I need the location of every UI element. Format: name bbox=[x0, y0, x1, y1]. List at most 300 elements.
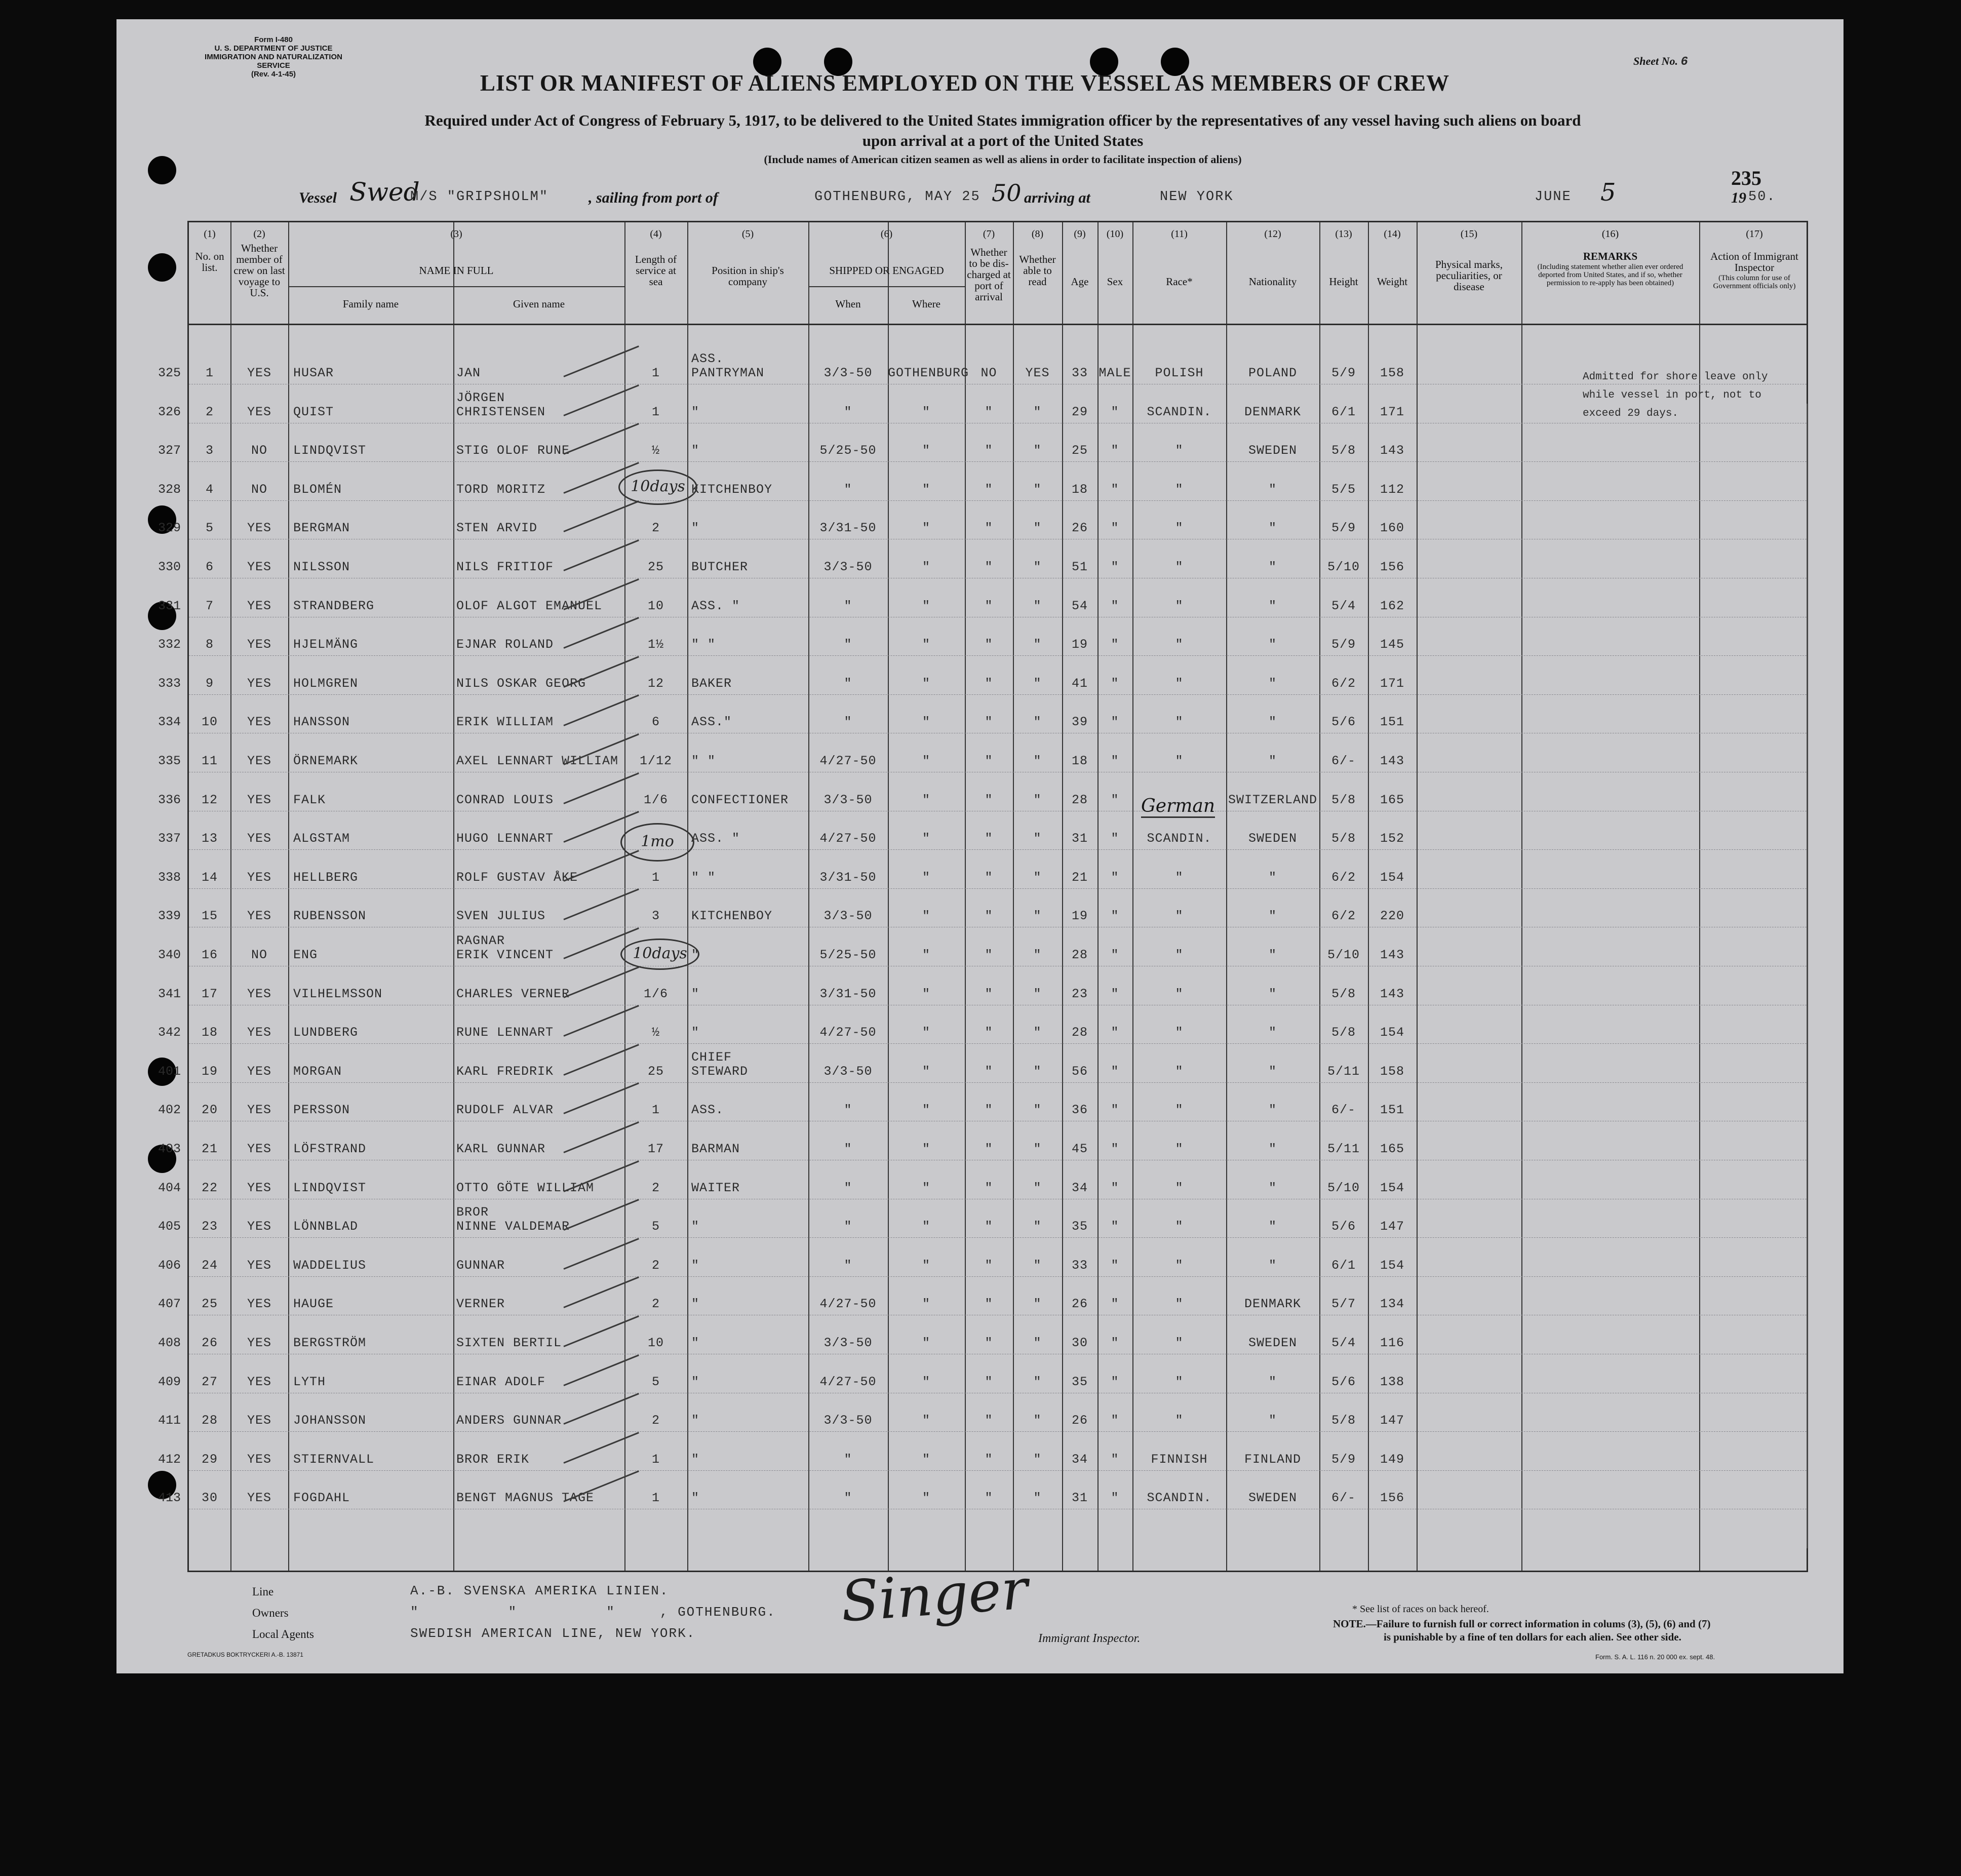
cell-weight: 149 bbox=[1380, 1452, 1404, 1467]
cell-nationality: " bbox=[1268, 1142, 1277, 1156]
cell-height: 5/8 bbox=[1331, 443, 1356, 458]
cell-no: 23 bbox=[201, 1219, 218, 1234]
cell-weight: 151 bbox=[1380, 715, 1404, 730]
col-header-discharged: Whether to be dis-charged at port of arrival bbox=[967, 246, 1011, 303]
cell-no: 22 bbox=[201, 1180, 218, 1195]
cell-when: " bbox=[844, 1180, 852, 1195]
cell-height: 5/10 bbox=[1327, 1180, 1360, 1195]
cell-weight: 143 bbox=[1380, 986, 1404, 1001]
cell-height: 5/9 bbox=[1331, 637, 1356, 652]
cell-given-name: ROLF GUSTAV ÅKE bbox=[456, 870, 578, 885]
cell-where: " bbox=[922, 521, 930, 536]
cell-weight: 162 bbox=[1380, 598, 1404, 613]
cell-nationality: " bbox=[1268, 1103, 1277, 1118]
cell-sex: " bbox=[1111, 637, 1119, 652]
cell-member: YES bbox=[247, 404, 271, 419]
cell-length: 2 bbox=[651, 521, 660, 536]
cell-nationality: " bbox=[1268, 1064, 1277, 1079]
cell-nationality: " bbox=[1268, 521, 1277, 536]
cell-race: " bbox=[1175, 482, 1184, 497]
cell-read: " bbox=[1033, 560, 1042, 574]
cell-sex: " bbox=[1111, 1336, 1119, 1350]
colnum-11: (11) bbox=[1171, 228, 1188, 240]
cell-member: YES bbox=[247, 1103, 271, 1118]
cell-given-name: STIG OLOF RUNE bbox=[456, 443, 570, 458]
cell-discharged: " bbox=[985, 521, 993, 536]
cell-family-name: HANSSON bbox=[293, 715, 350, 730]
cell-no: 2 bbox=[205, 404, 214, 419]
cell-where: " bbox=[922, 404, 930, 419]
cell-discharged: " bbox=[985, 1297, 993, 1312]
cell-no: 20 bbox=[201, 1103, 218, 1118]
cell-nationality: SWEDEN bbox=[1248, 1336, 1297, 1350]
cell-height: 5/10 bbox=[1327, 948, 1360, 962]
table-row bbox=[158, 617, 1807, 656]
cell-family-name: BLOMÉN bbox=[293, 482, 342, 497]
cell-where: " bbox=[922, 1025, 930, 1040]
cell-sex: " bbox=[1111, 676, 1119, 691]
cell-given-name: BROR ERIK bbox=[456, 1452, 530, 1467]
cell-family-name: LÖNNBLAD bbox=[293, 1219, 359, 1234]
cell-length: 1 bbox=[651, 1491, 660, 1506]
cell-read: " bbox=[1033, 1219, 1042, 1234]
cell-when: " bbox=[844, 1452, 852, 1467]
col-header-length: Length of service at sea bbox=[635, 253, 677, 288]
page-title: LIST OR MANIFEST OF ALIENS EMPLOYED ON THE VESSEL AS MEMBERS OF CREW bbox=[480, 70, 1450, 96]
cell-height: 5/6 bbox=[1331, 1219, 1356, 1234]
cell-nationality: " bbox=[1268, 1180, 1277, 1195]
cell-weight: 134 bbox=[1380, 1297, 1404, 1312]
table-row bbox=[158, 579, 1807, 617]
arriving-label: arriving at bbox=[1024, 189, 1090, 206]
cell-no: 29 bbox=[201, 1452, 218, 1467]
cell-when: " bbox=[844, 637, 852, 652]
cell-given-name: RUDOLF ALVAR bbox=[456, 1103, 554, 1118]
colnum-10: (10) bbox=[1106, 228, 1124, 240]
cell-sex: " bbox=[1111, 986, 1119, 1001]
cell-height: 5/9 bbox=[1331, 366, 1356, 380]
cell-member: YES bbox=[247, 909, 271, 924]
table-row bbox=[158, 540, 1807, 578]
cell-race: " bbox=[1175, 637, 1184, 652]
cell-position: " " bbox=[691, 754, 716, 768]
cell-read: " bbox=[1033, 482, 1042, 497]
cell-when: 4/27-50 bbox=[819, 1374, 877, 1389]
colnum-15: (15) bbox=[1460, 228, 1478, 240]
cell-nationality: " bbox=[1268, 1374, 1277, 1389]
cell-given-name: NILS OSKAR GEORG bbox=[456, 676, 586, 691]
cell-when: 3/3-50 bbox=[823, 792, 873, 807]
cell-no: 27 bbox=[201, 1374, 218, 1389]
crew-table bbox=[158, 221, 1808, 1572]
cell-when: 3/3-50 bbox=[823, 1413, 873, 1428]
cell-no: 26 bbox=[201, 1336, 218, 1350]
cell-given-name-line1: RAGNAR bbox=[456, 933, 505, 948]
cell-height: 5/8 bbox=[1331, 792, 1356, 807]
cell-length: 1/12 bbox=[639, 754, 672, 768]
cell-no: 18 bbox=[201, 1025, 218, 1040]
manifest-number: 333 bbox=[158, 676, 181, 691]
cell-race: " bbox=[1175, 1297, 1184, 1312]
cell-sex: " bbox=[1111, 1219, 1119, 1234]
cell-race: " bbox=[1175, 754, 1184, 768]
cell-age: 56 bbox=[1071, 1064, 1088, 1079]
cell-race: " bbox=[1175, 1142, 1184, 1156]
cell-member: YES bbox=[247, 1491, 271, 1506]
cell-given-name: CHRISTENSEN bbox=[456, 404, 546, 419]
cell-read: " bbox=[1033, 715, 1042, 730]
cell-length: 2 bbox=[651, 1297, 660, 1312]
cell-no: 15 bbox=[201, 909, 218, 924]
cell-race: POLISH bbox=[1155, 366, 1204, 380]
cell-when: 4/27-50 bbox=[819, 754, 877, 768]
cell-read: " bbox=[1033, 1103, 1042, 1118]
vessel-label: Vessel bbox=[299, 189, 337, 206]
department: U. S. DEPARTMENT OF JUSTICE bbox=[214, 44, 333, 53]
cell-family-name: PERSSON bbox=[293, 1103, 350, 1118]
cell-age: 34 bbox=[1071, 1180, 1088, 1195]
cell-height: 5/10 bbox=[1327, 560, 1360, 574]
cell-family-name: WADDELIUS bbox=[293, 1258, 367, 1273]
cell-position: " bbox=[691, 948, 700, 962]
table-row bbox=[158, 423, 1807, 462]
cell-sex: " bbox=[1111, 792, 1119, 807]
cell-race: " bbox=[1175, 560, 1184, 574]
col-header-physical: Physical marks, peculiarities, or disease bbox=[1435, 258, 1503, 293]
manifest-number: 409 bbox=[158, 1374, 181, 1389]
cell-member: YES bbox=[247, 1452, 271, 1467]
cell-nationality: " bbox=[1268, 870, 1277, 885]
cell-age: 26 bbox=[1071, 1297, 1088, 1312]
cell-length: 1 bbox=[651, 404, 660, 419]
manifest-number: 407 bbox=[158, 1297, 181, 1312]
cell-height: 5/11 bbox=[1327, 1064, 1360, 1079]
table-row bbox=[158, 462, 1807, 501]
cell-discharged: " bbox=[985, 676, 993, 691]
cell-where: " bbox=[922, 792, 930, 807]
cell-position: PANTRYMAN bbox=[691, 366, 765, 380]
cell-length: 10 bbox=[647, 1336, 664, 1350]
cell-weight: 112 bbox=[1380, 482, 1404, 497]
cell-weight: 156 bbox=[1380, 1491, 1404, 1506]
owners-value: " " " , GOTHENBURG. bbox=[410, 1605, 776, 1620]
cell-where: " bbox=[922, 1219, 930, 1234]
cell-position: " bbox=[691, 521, 700, 536]
cell-sex: " bbox=[1111, 443, 1119, 458]
cell-race: " bbox=[1175, 986, 1184, 1001]
cell-read: " bbox=[1033, 521, 1042, 536]
table-row bbox=[158, 850, 1807, 889]
cell-nationality: " bbox=[1268, 1025, 1277, 1040]
cell-position: " bbox=[691, 1025, 700, 1040]
cell-length: 1 bbox=[651, 1452, 660, 1467]
cell-where: GOTHENBURG bbox=[888, 366, 969, 380]
table-row bbox=[158, 385, 1807, 423]
cell-sex: " bbox=[1111, 482, 1119, 497]
cell-sex: " bbox=[1111, 1258, 1119, 1273]
cell-when: 3/31-50 bbox=[819, 870, 877, 885]
cell-length: 1 bbox=[651, 1103, 660, 1118]
cell-family-name: VILHELMSSON bbox=[293, 986, 383, 1001]
table-row bbox=[158, 1005, 1807, 1044]
manifest-number: 326 bbox=[158, 404, 181, 419]
cell-where: " bbox=[922, 1491, 930, 1506]
cell-where: " bbox=[922, 831, 930, 846]
manifest-number: 338 bbox=[158, 870, 181, 885]
cell-length: 1½ bbox=[647, 637, 664, 652]
cell-no: 10 bbox=[201, 715, 218, 730]
cell-race: " bbox=[1175, 521, 1184, 536]
subtitle-2: upon arrival at a port of the United States bbox=[862, 132, 1144, 149]
cell-sex: " bbox=[1111, 1491, 1119, 1506]
cell-given-name: BENGT MAGNUS TAGE bbox=[456, 1491, 595, 1506]
manifest-number: 335 bbox=[158, 754, 181, 768]
col-header-where: Where bbox=[912, 298, 940, 310]
table-row bbox=[158, 889, 1807, 927]
manifest-number: 404 bbox=[158, 1180, 181, 1195]
colnum-7: (7) bbox=[983, 228, 995, 240]
cell-position: " bbox=[691, 404, 700, 419]
cell-where: " bbox=[922, 1452, 930, 1467]
cell-no: 25 bbox=[201, 1297, 218, 1312]
cell-age: 26 bbox=[1071, 1413, 1088, 1428]
cell-position: " bbox=[691, 1413, 700, 1428]
cell-position: " bbox=[691, 986, 700, 1001]
cell-nationality: " bbox=[1268, 1219, 1277, 1234]
cell-family-name: LUNDBERG bbox=[293, 1025, 359, 1040]
table-row bbox=[158, 967, 1807, 1005]
col-header-member: Whether member of crew on last voyage to U.S. bbox=[233, 242, 285, 299]
table-row bbox=[158, 1161, 1807, 1199]
cell-nationality: " bbox=[1268, 598, 1277, 613]
cell-nationality: " bbox=[1268, 676, 1277, 691]
cell-discharged: " bbox=[985, 1374, 993, 1389]
cell-discharged: " bbox=[985, 792, 993, 807]
cell-race: " bbox=[1175, 676, 1184, 691]
cell-no: 19 bbox=[201, 1064, 218, 1079]
cell-weight: 165 bbox=[1380, 1142, 1404, 1156]
cell-when: " bbox=[844, 404, 852, 419]
cell-nationality: DENMARK bbox=[1244, 404, 1302, 419]
revision: (Rev. 4-1-45) bbox=[251, 70, 296, 79]
cell-age: 29 bbox=[1071, 404, 1088, 419]
stamp-10days: 10days bbox=[620, 939, 699, 970]
cell-where: " bbox=[922, 598, 930, 613]
cell-age: 34 bbox=[1071, 1452, 1088, 1467]
departure-port: GOTHENBURG, MAY 25 bbox=[814, 189, 980, 205]
cell-discharged: " bbox=[985, 754, 993, 768]
manifest-number: 411 bbox=[158, 1413, 181, 1428]
cell-length: 1/6 bbox=[643, 986, 668, 1001]
cell-member: YES bbox=[247, 831, 271, 846]
cell-discharged: " bbox=[985, 986, 993, 1001]
cell-position: BAKER bbox=[691, 676, 732, 691]
cell-nationality: SWEDEN bbox=[1248, 1491, 1297, 1506]
table-row bbox=[158, 1199, 1807, 1238]
race-handwritten: German bbox=[1141, 796, 1215, 818]
arrival-year: 50. bbox=[1748, 189, 1776, 205]
cell-when: 3/31-50 bbox=[819, 986, 877, 1001]
cell-discharged: NO bbox=[980, 366, 997, 380]
cell-no: 8 bbox=[205, 637, 214, 652]
cell-sex: " bbox=[1111, 870, 1119, 885]
cell-given-name: STEN ARVID bbox=[456, 521, 538, 536]
cell-age: 36 bbox=[1071, 1103, 1088, 1118]
cell-height: 5/8 bbox=[1331, 986, 1356, 1001]
table-row bbox=[158, 1432, 1807, 1471]
cell-weight: 171 bbox=[1380, 404, 1404, 419]
cell-discharged: " bbox=[985, 560, 993, 574]
cell-given-name: RUNE LENNART bbox=[456, 1025, 554, 1040]
cell-nationality: " bbox=[1268, 948, 1277, 962]
cell-position: KITCHENBOY bbox=[691, 482, 773, 497]
cell-given-name: KARL FREDRIK bbox=[456, 1064, 554, 1079]
cell-length: 5 bbox=[651, 1374, 660, 1389]
col-header-given: Given name bbox=[513, 298, 565, 310]
cell-race: " bbox=[1175, 1336, 1184, 1350]
cell-where: " bbox=[922, 1064, 930, 1079]
cell-position: ASS. " bbox=[691, 598, 740, 613]
cell-nationality: SWEDEN bbox=[1248, 831, 1297, 846]
cell-when: 3/3-50 bbox=[823, 1336, 873, 1350]
cell-given-name: GUNNAR bbox=[456, 1258, 505, 1273]
cell-weight: 154 bbox=[1380, 1180, 1404, 1195]
manifest-number: 336 bbox=[158, 792, 181, 807]
punch-hole bbox=[148, 156, 176, 184]
cell-weight: 138 bbox=[1380, 1374, 1404, 1389]
cell-given-name: ERIK WILLIAM bbox=[456, 715, 554, 730]
cell-race: SCANDIN. bbox=[1147, 831, 1212, 846]
col-header-position: Position in ship's company bbox=[712, 264, 784, 288]
col-header-remarks-sub: (Including statement whether alien ever ordered deported from United States, and if so, whether permission to re-apply has been obtained) bbox=[1537, 263, 1683, 287]
cell-age: 26 bbox=[1071, 521, 1088, 536]
cell-given-name: CHARLES VERNER bbox=[456, 986, 570, 1001]
cell-when: 4/27-50 bbox=[819, 1297, 877, 1312]
cell-sex: " bbox=[1111, 1025, 1119, 1040]
cell-age: 45 bbox=[1071, 1142, 1088, 1156]
cell-length: 17 bbox=[647, 1142, 664, 1156]
cell-no: 7 bbox=[205, 598, 214, 613]
cell-no: 13 bbox=[201, 831, 218, 846]
cell-weight: 143 bbox=[1380, 443, 1404, 458]
remarks-note-line: exceed 29 days. bbox=[1583, 408, 1679, 419]
colnum-13: (13) bbox=[1335, 228, 1352, 240]
colnum-5: (5) bbox=[741, 228, 754, 240]
cell-discharged: " bbox=[985, 831, 993, 846]
cell-sex: " bbox=[1111, 560, 1119, 574]
cell-position: " " bbox=[691, 870, 716, 885]
cell-weight: 165 bbox=[1380, 792, 1404, 807]
cell-family-name: NILSSON bbox=[293, 560, 350, 574]
cell-no: 4 bbox=[205, 482, 214, 497]
table-row bbox=[158, 1083, 1807, 1121]
cell-where: " bbox=[922, 1103, 930, 1118]
cell-no: 9 bbox=[205, 676, 214, 691]
cell-position: " bbox=[691, 1491, 700, 1506]
cell-family-name: QUIST bbox=[293, 404, 334, 419]
cell-race: " bbox=[1175, 909, 1184, 924]
cell-discharged: " bbox=[985, 1142, 993, 1156]
cell-age: 39 bbox=[1071, 715, 1088, 730]
remarks-note-line: while vessel in port, not to bbox=[1583, 389, 1761, 401]
cell-nationality: DENMARK bbox=[1244, 1297, 1302, 1312]
cell-member: YES bbox=[247, 1258, 271, 1273]
cell-position: " bbox=[691, 1297, 700, 1312]
manifest-number: 406 bbox=[158, 1258, 181, 1273]
manifest-number: 342 bbox=[158, 1025, 181, 1040]
cell-given-name: HUGO LENNART bbox=[456, 831, 554, 846]
cell-height: 6/2 bbox=[1331, 909, 1356, 924]
cell-race: " bbox=[1175, 443, 1184, 458]
cell-member: YES bbox=[247, 560, 271, 574]
vessel-hand: Swed bbox=[349, 177, 420, 207]
cell-where: " bbox=[922, 560, 930, 574]
cell-age: 31 bbox=[1071, 831, 1088, 846]
cell-sex: " bbox=[1111, 1064, 1119, 1079]
cell-member: YES bbox=[247, 986, 271, 1001]
table-row bbox=[158, 811, 1807, 850]
cell-family-name: ALGSTAM bbox=[293, 831, 350, 846]
cell-no: 14 bbox=[201, 870, 218, 885]
cell-position: ASS. bbox=[691, 1103, 724, 1118]
cell-discharged: " bbox=[985, 870, 993, 885]
cell-when: 5/25-50 bbox=[819, 443, 877, 458]
cell-given-name: ERIK VINCENT bbox=[456, 948, 554, 962]
cell-height: 6/- bbox=[1331, 1491, 1356, 1506]
cell-height: 6/2 bbox=[1331, 870, 1356, 885]
cell-race: SCANDIN. bbox=[1147, 1491, 1212, 1506]
manifest-number: 334 bbox=[158, 715, 181, 730]
cell-age: 28 bbox=[1071, 1025, 1088, 1040]
col-header-remarks: REMARKS bbox=[1583, 250, 1638, 262]
cell-nationality: " bbox=[1268, 560, 1277, 574]
cell-discharged: " bbox=[985, 909, 993, 924]
cell-length: ½ bbox=[651, 443, 660, 458]
cell-where: " bbox=[922, 1374, 930, 1389]
cell-height: 5/9 bbox=[1331, 521, 1356, 536]
cell-sex: " bbox=[1111, 1142, 1119, 1156]
cell-discharged: " bbox=[985, 1258, 993, 1273]
cell-nationality: SWEDEN bbox=[1248, 443, 1297, 458]
cell-position: " bbox=[691, 443, 700, 458]
cell-family-name: LYTH bbox=[293, 1374, 326, 1389]
col-header-age: Age bbox=[1071, 276, 1089, 288]
col-header-shipped: SHIPPED OR ENGAGED bbox=[829, 264, 944, 277]
cell-member: YES bbox=[247, 1064, 271, 1079]
cell-age: 19 bbox=[1071, 909, 1088, 924]
cell-sex: " bbox=[1111, 1452, 1119, 1467]
arrival-port: NEW YORK bbox=[1160, 189, 1234, 205]
cell-weight: 116 bbox=[1380, 1336, 1404, 1350]
cell-sex: " bbox=[1111, 1374, 1119, 1389]
cell-member: YES bbox=[247, 1413, 271, 1428]
sheet-value: 6 bbox=[1680, 55, 1689, 69]
table-row bbox=[158, 1238, 1807, 1277]
manifest-number: 325 bbox=[158, 366, 181, 380]
table-row bbox=[158, 695, 1807, 733]
cell-read: " bbox=[1033, 1025, 1042, 1040]
cell-nationality: FINLAND bbox=[1244, 1452, 1302, 1467]
cell-race: " bbox=[1175, 1180, 1184, 1195]
cell-when: 3/3-50 bbox=[823, 1064, 873, 1079]
cell-weight: 151 bbox=[1380, 1103, 1404, 1118]
cell-read: " bbox=[1033, 831, 1042, 846]
cell-family-name: MORGAN bbox=[293, 1064, 342, 1079]
cell-family-name: HOLMGREN bbox=[293, 676, 359, 691]
cell-sex: " bbox=[1111, 404, 1119, 419]
cell-nationality: " bbox=[1268, 754, 1277, 768]
cell-weight: 158 bbox=[1380, 366, 1404, 380]
